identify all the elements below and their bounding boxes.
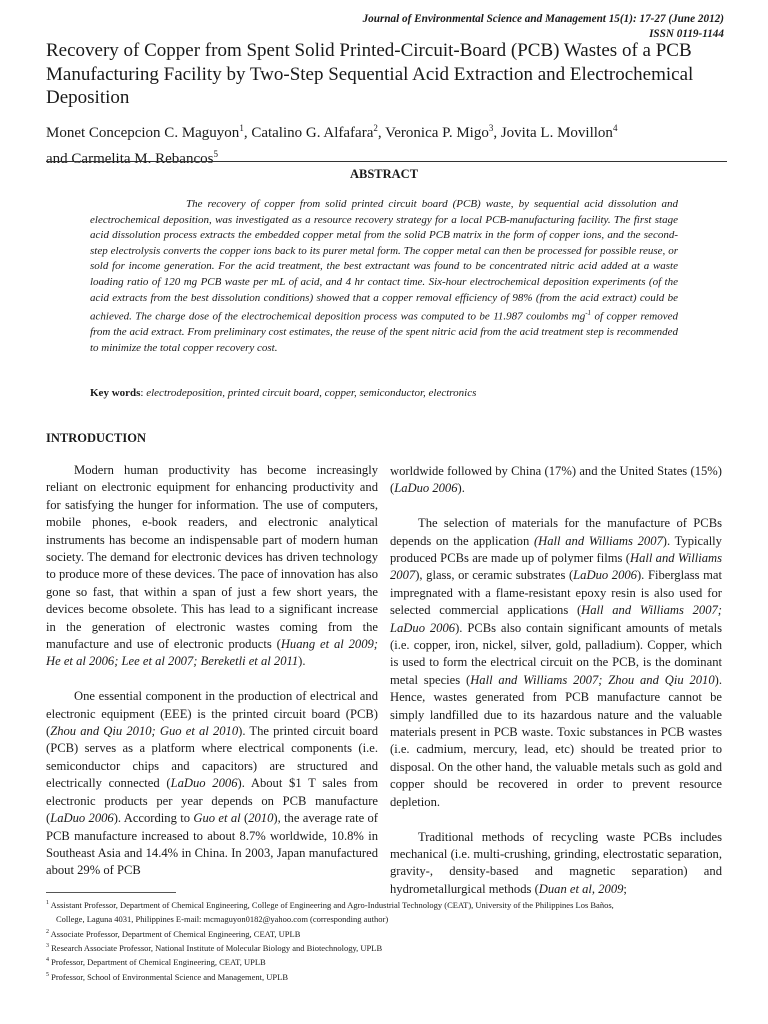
- footnote: [46, 911, 736, 925]
- footnote-text: Research Associate Professor, National Institute of Molecular Biology and Biotechnology, UPLB: [49, 942, 383, 953]
- footnote-mark: 2: [46, 928, 49, 935]
- body-text: ). Fiberglass mat impregnated with a flame-resistant epoxy resin is also used for selected commercial applications (: [390, 568, 722, 618]
- body-text: One essential component in the production of electrical and electronic equipment (EEE) is the printed circuit board (PCB) (: [46, 689, 378, 739]
- body-text: ), glass, or ceramic substrates (: [415, 568, 574, 583]
- abstract-body-end: of copper removed from the acid extract. From preliminary cost estimates, the reuse of the spent nitric acid from the acid treatment step is recommended to minimize the total copper recovery cost.: [90, 310, 678, 354]
- footnote: [46, 969, 736, 983]
- citation: Guo et al: [193, 811, 241, 826]
- citation: Zhou and Qiu 2010; Guo et al 2010: [50, 724, 239, 739]
- footnote-text: Professor, School of Environmental Science and Management, UPLB: [49, 971, 289, 982]
- abstract-heading: ABSTRACT: [349, 167, 419, 181]
- author-separator: ,: [377, 125, 386, 141]
- body-text: ). PCBs also contain significant amounts of metals (i.e. copper, iron, nickel, silver, gold, palladium). Copper, which is used to form the electrical circuit on the PCB, is the dominant metal species (: [390, 620, 722, 687]
- footnote: [46, 940, 736, 954]
- body-text: ). The printed circuit board (PCB) serves as a platform where electrical components (i.e. semiconductor chips and capacitors) are structured and electrically connected (: [46, 724, 378, 791]
- body-text: ).: [457, 481, 465, 496]
- body-text: worldwide followed by China (17%) and the United States (15%) (: [390, 464, 722, 496]
- citation: Huang et al 2009; He et al 2006; Lee et al 2007; Bereketli et al 2011: [46, 637, 378, 669]
- citation: LaDuo 2006: [394, 481, 458, 496]
- body-text: The selection of materials for the manufacture of PCBs depends on the application: [390, 516, 722, 548]
- citation: Hall and Williams 2007; LaDuo 2006: [390, 603, 722, 635]
- citation: LaDuo 2006: [170, 776, 238, 791]
- keywords: Key words: electrodeposition, printed circuit board, copper, semiconductor, electronics: [90, 387, 477, 399]
- body-text: (: [240, 811, 249, 826]
- author-name: Monet Concepcion C. Maguyon: [46, 125, 240, 141]
- intro-paragraph-3: [390, 515, 722, 811]
- abstract-superscript: -1: [585, 309, 592, 318]
- author-name: and Carmelita M. Rebancos: [46, 150, 214, 167]
- left-column: [46, 462, 378, 897]
- footnote-divider: [46, 892, 176, 893]
- citation: LaDuo 2006: [573, 568, 637, 583]
- intro-paragraph-2-continued: [390, 463, 722, 498]
- author-affiliation-mark: 2: [373, 123, 378, 133]
- citation: Hall and Williams 2007: [390, 551, 722, 583]
- body-text: ). Typically produced PCBs are made up of polymer films (: [390, 533, 722, 566]
- intro-paragraph-2: [46, 688, 378, 879]
- footnote-text: Professor, Department of Chemical Engineering, CEAT, UPLB: [49, 957, 266, 968]
- citation: LaDuo 2006: [50, 811, 114, 826]
- intro-paragraph-4: [390, 829, 722, 899]
- intro-paragraph-1: [46, 462, 378, 671]
- footnotes: [46, 897, 736, 983]
- footnote-text: College, Laguna 4031, Philippines E-mail: mcmaguyon0182@yahoo.com (corresponding author): [56, 914, 389, 925]
- footnote-mark: 4: [46, 957, 49, 964]
- abstract-text: [90, 197, 678, 357]
- author-name: Catalino G. Alfafara: [251, 125, 374, 141]
- body-text: ;: [623, 881, 627, 896]
- introduction-heading: INTRODUCTION: [46, 431, 147, 445]
- footnote-mark: 3: [46, 942, 49, 949]
- author-affiliation-mark: 1: [239, 123, 244, 133]
- footnote-text: Assistant Professor, Department of Chemical Engineering, College of Engineering and Agro-Industrial Technology (CEAT), University of the Philippines Los Baños,: [49, 899, 614, 910]
- issn: ISSN 0119-1144: [649, 28, 724, 40]
- body-text: Traditional methods of recycling waste PCBs includes mechanical (i.e. multi-crushing, grinding, electrostatic separation, gravity-, density-based and magnetic separation) and hydrometallurgical methods (: [390, 829, 722, 896]
- author-name: Jovita L. Movillon: [500, 125, 613, 141]
- paper-title: Recovery of Copper from Spent Solid Printed-Circuit-Board (PCB) Wastes of a PCB Manufacturing Facility by Two-Step Sequential Acid Extraction and Electrochemical Deposition: [46, 40, 694, 108]
- abstract-body: The recovery of copper from solid printed circuit board (PCB) waste, by sequential acid dissolution and electrochemical deposition, was investigated as a resource recovery strategy for a local PCB-manufacturing facility. The first stage acid dissolution process extracts the embedded copper metal from the solid PCB matrix in the form of copper ions, and the second-step electrolysis converts the copper ions back to its purer metal form. The copper metal can then be processed for possible reuse, or sold for income generation. For the acid treatment, the best extractant was found to be concentrated nitric acid added at a waste loading ratio of 120 mg PCB waste per mL of acid, and 4 hr contact time. Six-hour electrochemical deposition experiments (of the acid extracts from the best dissolution conditions) showed that a copper removal efficiency of 98% (from the acid extract) could be achieved. The charge dose of the electrochemical deposition process was computed to be 11.987 coulombs mg: [90, 198, 678, 323]
- body-text: ). About $1 T sales from electronic products per year depends on PCB manufacture (: [46, 776, 378, 826]
- author-affiliation-mark: 3: [488, 123, 494, 133]
- keywords-label: Key words: [90, 387, 141, 399]
- body-text: ).: [298, 654, 306, 669]
- author-separator: ,: [243, 125, 252, 141]
- footnote-text: Associate Professor, Department of Chemical Engineering, CEAT, UPLB: [49, 928, 301, 939]
- header-divider: [46, 161, 727, 162]
- journal-header: [363, 12, 724, 42]
- keywords-text: electrodeposition, printed circuit board, copper, semiconductor, electronics: [146, 387, 477, 399]
- author-name: Veronica P. Migo: [385, 125, 489, 141]
- right-column: [390, 463, 722, 916]
- body-text: ). According to: [113, 811, 194, 826]
- journal-citation: Journal of Environmental Science and Management 15(1): 17-27 (June 2012): [362, 13, 724, 25]
- footnote-mark: 1: [46, 900, 49, 906]
- citation: 2010: [248, 811, 274, 826]
- body-text: ), the average rate of PCB manufacture increased to about 8.7% worldwide, 10.8% in Southeast Asia and 14.4% in China. In 2003, Japan manufactured about 29% of PCB: [46, 811, 378, 878]
- citation: Hall and Williams 2007; Zhou and Qiu 2010: [470, 672, 715, 687]
- author-affiliation-mark: 4: [612, 123, 618, 133]
- author-separator: ,: [493, 125, 501, 141]
- body-text: Modern human productivity has become increasingly reliant on electronic equipment for enhancing productivity and for satisfying the hunger for information. The use of computers, mobile phones, e-book readers, and electronic analytical instruments has become an indispensable part of modern human society. The demand for electronic devices has driven technology to produce more of these devices. The pace of innovation has also gone so fast, that within a span of just a few short years, the devices become obsolete. This has lead to a significant increase in the generation of electronic wastes coming from the manufacture and use of electronic products (: [46, 463, 378, 652]
- footnote: [46, 897, 736, 911]
- footnote: [46, 954, 736, 968]
- author-affiliation-mark: 5: [213, 148, 218, 159]
- footnote-mark: 5: [46, 971, 49, 978]
- footnote: [46, 926, 736, 940]
- citation: Duan et al, 2009: [538, 881, 624, 896]
- body-text: ). Hence, wastes generated from PCB manufacture cannot be simply landfilled due to its hazardous nature and the valuable materials present in PCB waste. Toxic substances in PCB wastes (i.e. cadmium, mercury, lead, etc) should be treated prior to disposal. On the other hand, the valuable metals such as gold and copper should be recovered in order to prevent resource depletion.: [390, 672, 722, 809]
- citation: (Hall and Williams 2007: [533, 533, 663, 548]
